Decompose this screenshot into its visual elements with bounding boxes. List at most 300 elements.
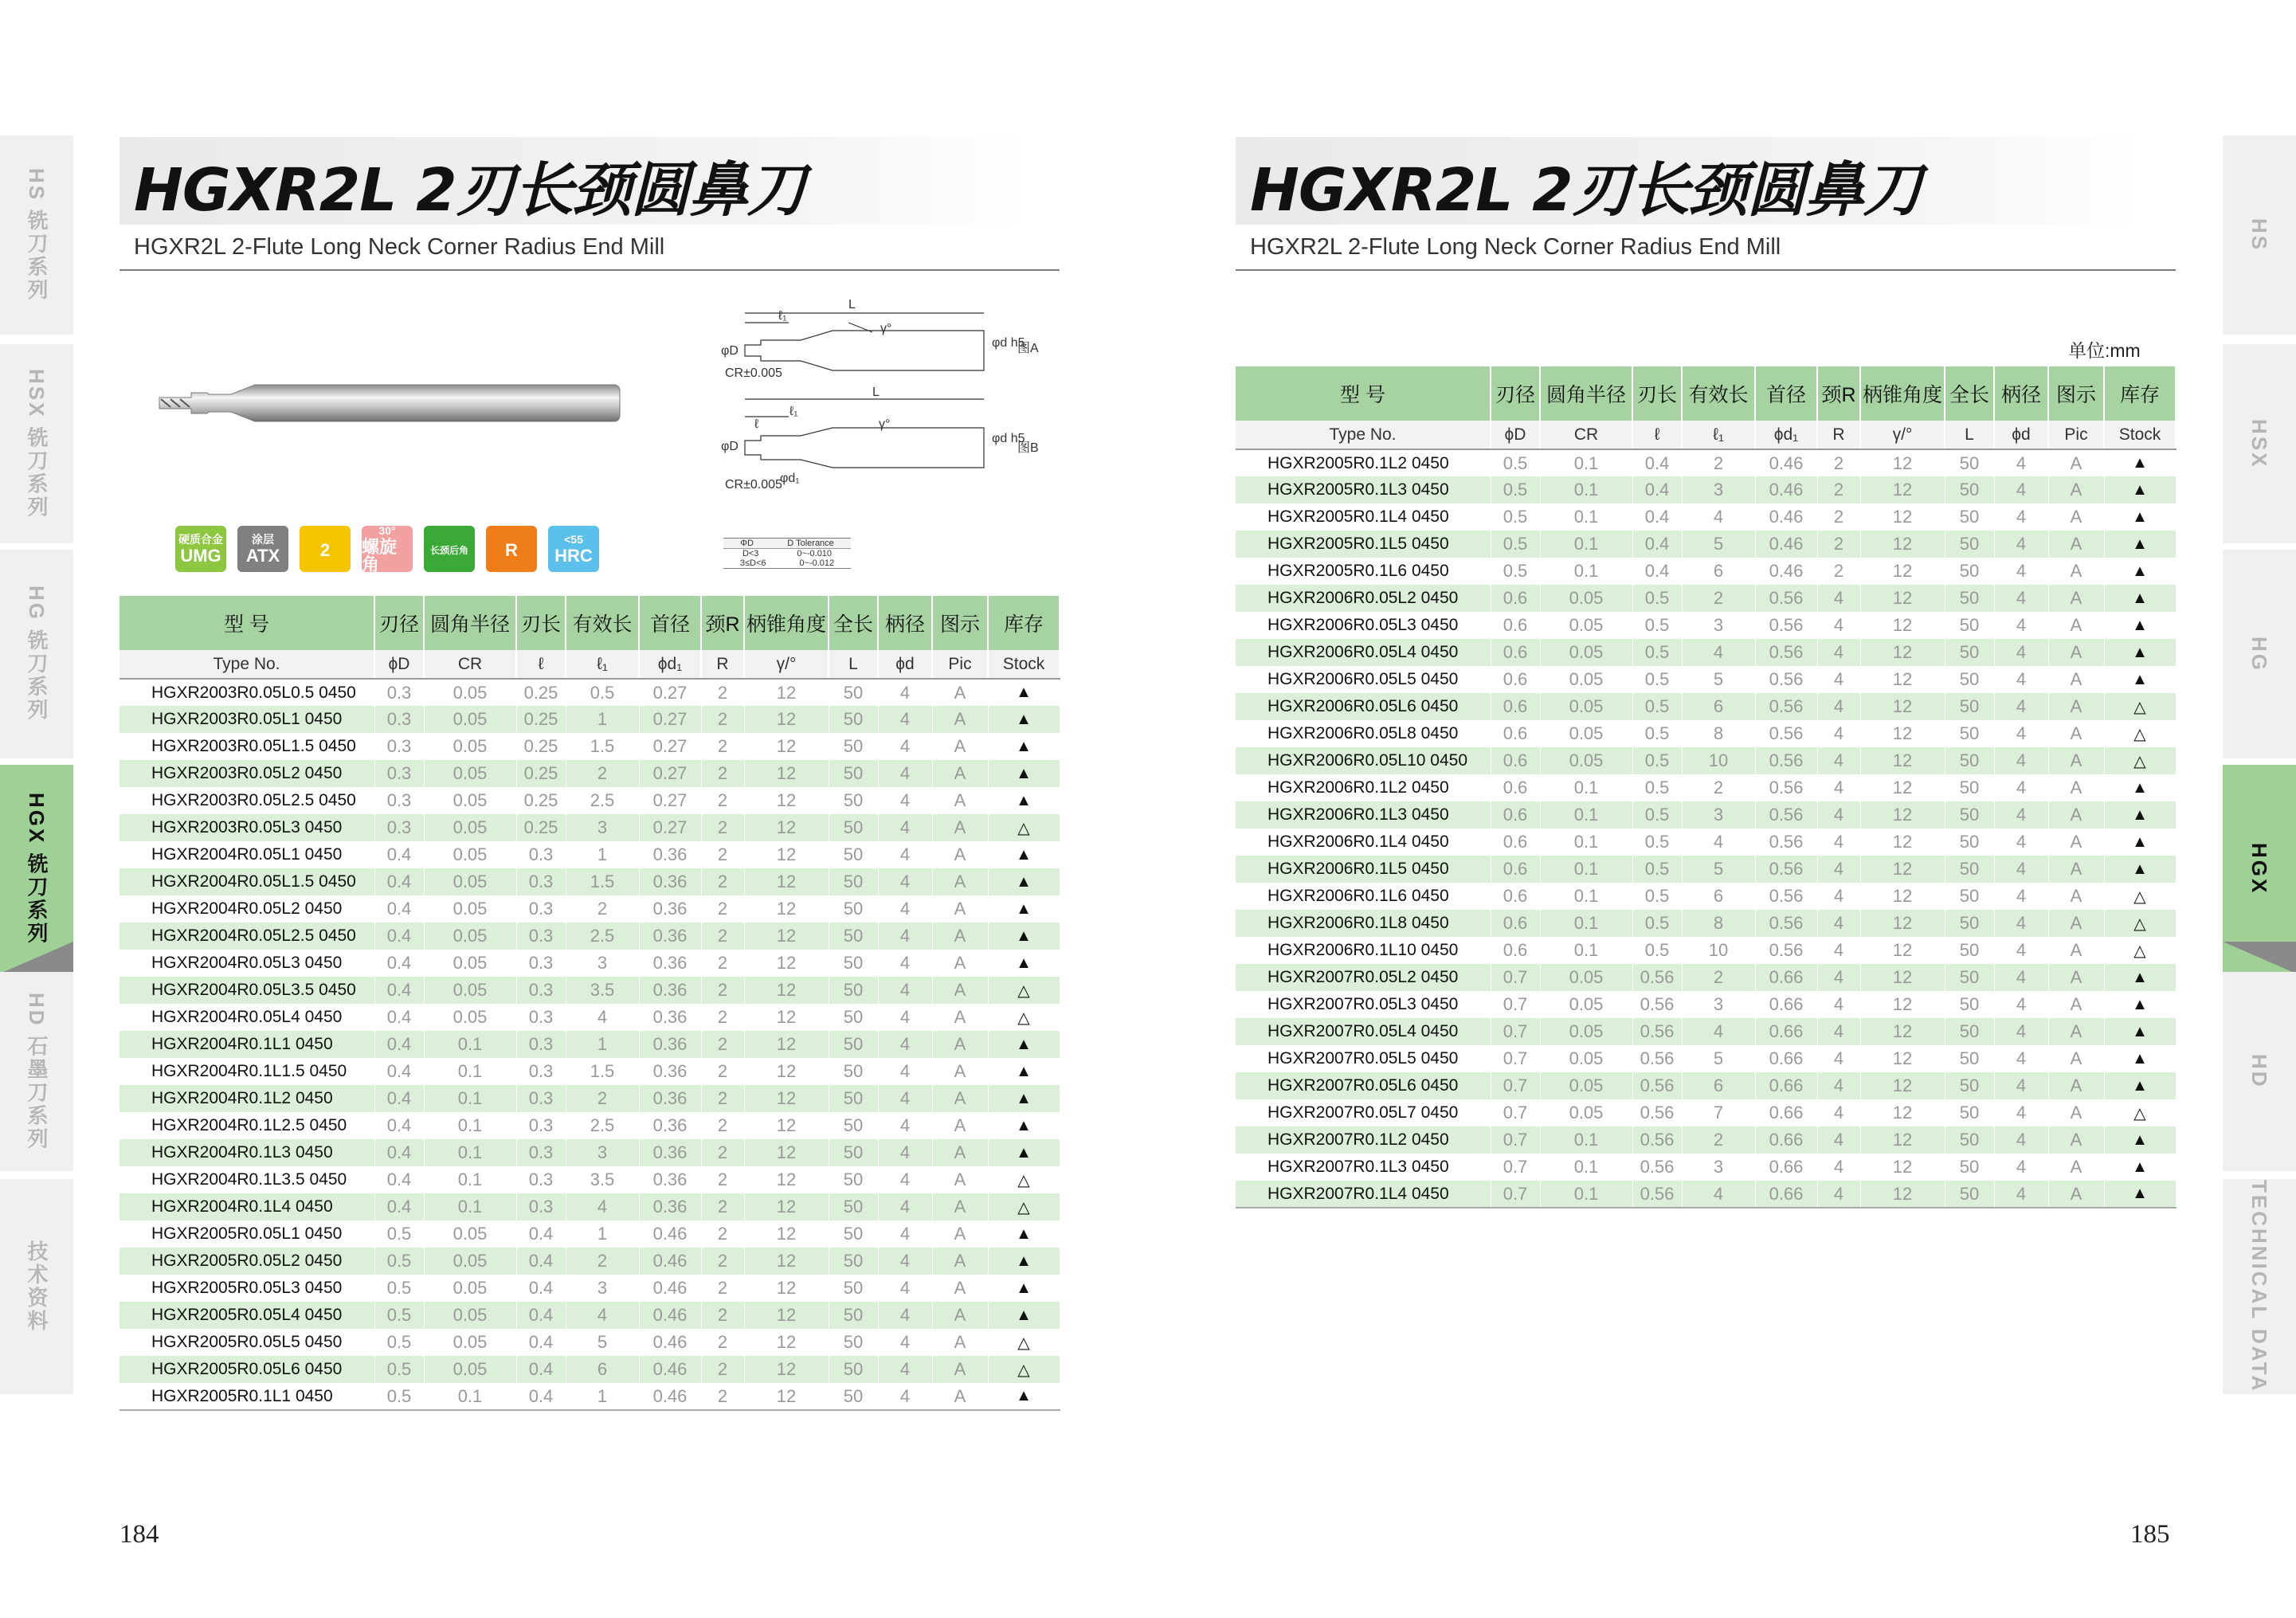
table-row (120, 1031, 1060, 1058)
table-row (1236, 1045, 2176, 1072)
table-cell: 4 (878, 1356, 932, 1383)
table-cell: 4 (878, 1329, 932, 1356)
table-row (1236, 747, 2176, 774)
table-cell: 0.4 (516, 1356, 566, 1383)
table-cell: 50 (829, 1139, 878, 1166)
table-row (120, 977, 1060, 1004)
type-no-cell: HGXR2003R0.05L2 0450 (120, 760, 374, 787)
table-cell: A (932, 1193, 988, 1220)
table-cell: 0.5 (1632, 693, 1682, 720)
table-cell: 50 (829, 1004, 878, 1031)
table-cell: 0.6 (1491, 801, 1540, 829)
table-cell: 0.1 (424, 1031, 516, 1058)
stock-cell: ▲ (2104, 1072, 2176, 1099)
table-row (1236, 449, 2176, 476)
column-subheader: ϕD (374, 650, 424, 679)
table-cell: 0.56 (1755, 693, 1817, 720)
table-cell: 12 (1860, 585, 1945, 612)
table-cell: 2 (701, 733, 744, 760)
column-subheader: ϕd₁ (1755, 421, 1817, 449)
dim-D-b: φD (721, 440, 739, 453)
stock-cell: △ (988, 814, 1060, 841)
table-row (120, 706, 1060, 733)
table-cell: 0.1 (1540, 558, 1632, 585)
unit-label: 单位:mm (2068, 340, 2141, 361)
type-no-cell: HGXR2004R0.1L1 0450 (120, 1031, 374, 1058)
table-cell: 4 (878, 1139, 932, 1166)
side-tab[interactable] (2223, 1179, 2296, 1394)
type-no-cell: HGXR2003R0.05L2.5 0450 (120, 787, 374, 814)
table-cell: 2.5 (566, 923, 639, 950)
column-header: 有效长 (566, 596, 639, 650)
table-cell: 0.05 (424, 1356, 516, 1383)
column-header: 圆角半径 (1540, 366, 1632, 421)
stock-cell: ▲ (988, 706, 1060, 733)
table-cell: 0.6 (1491, 720, 1540, 747)
type-no-cell: HGXR2006R0.1L10 0450 (1236, 937, 1491, 964)
side-tab[interactable] (0, 550, 73, 758)
title-divider (1236, 269, 2176, 271)
table-cell: A (932, 1356, 988, 1383)
table-cell: 50 (829, 733, 878, 760)
table-cell: 12 (1860, 693, 1945, 720)
table-cell: 2 (701, 1329, 744, 1356)
table-cell: 4 (1994, 720, 2048, 747)
table-cell: 0.25 (516, 760, 566, 787)
table-cell: 4 (1994, 856, 2048, 883)
table-cell: 12 (1860, 1072, 1945, 1099)
table-row (120, 1356, 1060, 1383)
table-cell: 4 (1994, 693, 2048, 720)
table-row (120, 868, 1060, 895)
table-cell: 12 (744, 1248, 829, 1275)
table-cell: 0.05 (424, 1329, 516, 1356)
side-tab-label: 技术资料 (25, 1240, 49, 1333)
column-header: 刃长 (1632, 366, 1682, 421)
table-cell: 0.4 (516, 1220, 566, 1248)
table-cell: 0.05 (424, 950, 516, 977)
tolerance-cell: D<3 (742, 549, 759, 558)
table-cell: 0.7 (1491, 1099, 1540, 1126)
type-no-cell: HGXR2004R0.05L2 0450 (120, 895, 374, 923)
side-tab-label: HG 铣刀系列 (25, 586, 49, 723)
table-cell: 0.36 (639, 923, 701, 950)
table-cell: 12 (744, 1166, 829, 1193)
column-subheader: Stock (2104, 421, 2176, 449)
table-cell: 0.4 (374, 1004, 424, 1031)
table-cell: 4 (1682, 829, 1755, 856)
table-cell: 0.5 (374, 1275, 424, 1302)
side-tab-label: HG (2247, 636, 2271, 672)
table-cell: 0.56 (1632, 1126, 1682, 1154)
dim-d-b: φd h5 (992, 432, 1025, 445)
stock-cell: ▲ (988, 895, 1060, 923)
table-row (120, 733, 1060, 760)
table-cell: 0.3 (516, 1058, 566, 1085)
type-no-cell: HGXR2004R0.1L3.5 0450 (120, 1166, 374, 1193)
table-cell: A (2048, 829, 2104, 856)
column-subheader: R (1817, 421, 1860, 449)
table-cell: 0.56 (1755, 856, 1817, 883)
type-no-cell: HGXR2003R0.05L1.5 0450 (120, 733, 374, 760)
table-cell: 50 (829, 1031, 878, 1058)
table-cell: 50 (1945, 1018, 1994, 1045)
table-cell: 4 (1994, 774, 2048, 801)
table-cell: 0.25 (516, 814, 566, 841)
column-header: 型 号 (120, 596, 374, 650)
table-cell: 0.7 (1491, 1018, 1540, 1045)
table-cell: 50 (1945, 693, 1994, 720)
table-cell: 0.1 (1540, 910, 1632, 937)
table-cell: 50 (1945, 747, 1994, 774)
table-cell: 2 (1817, 531, 1860, 558)
feature-badges (175, 523, 599, 574)
side-tab[interactable] (0, 344, 73, 543)
side-tab[interactable] (2223, 344, 2296, 543)
type-no-cell: HGXR2004R0.1L2 0450 (120, 1085, 374, 1112)
table-cell: 0.05 (424, 760, 516, 787)
badge-top-text: 硬质合金 (178, 532, 223, 546)
table-cell: 3 (566, 950, 639, 977)
table-cell: 50 (1945, 531, 1994, 558)
table-cell: 2 (1682, 774, 1755, 801)
table-cell: A (932, 1220, 988, 1248)
table-cell: 0.36 (639, 1004, 701, 1031)
table-cell: 3 (566, 814, 639, 841)
table-cell: 0.27 (639, 733, 701, 760)
table-cell: 0.56 (1755, 910, 1817, 937)
table-cell: 0.1 (1540, 801, 1632, 829)
table-cell: 50 (1945, 991, 1994, 1018)
table-cell: 2 (701, 787, 744, 814)
table-row (1236, 910, 2176, 937)
stock-cell: ▲ (2104, 531, 2176, 558)
table-cell: 0.7 (1491, 1154, 1540, 1181)
table-cell: 0.5 (1632, 856, 1682, 883)
table-cell: 1 (566, 706, 639, 733)
table-cell: 0.05 (1540, 991, 1632, 1018)
table-cell: 4 (878, 1383, 932, 1410)
side-tab[interactable] (0, 135, 73, 335)
table-cell: A (2048, 801, 2104, 829)
table-row (1236, 829, 2176, 856)
table-cell: 0.3 (374, 814, 424, 841)
table-cell: 0.56 (1632, 1072, 1682, 1099)
type-no-cell: HGXR2006R0.05L5 0450 (1236, 666, 1491, 693)
table-cell: 12 (744, 706, 829, 733)
table-row (120, 1004, 1060, 1031)
table-cell: 12 (744, 1031, 829, 1058)
table-cell: 2.5 (566, 787, 639, 814)
table-cell: 0.7 (1491, 1072, 1540, 1099)
table-row (120, 1112, 1060, 1139)
stock-cell: ▲ (988, 760, 1060, 787)
table-cell: 4 (566, 1302, 639, 1329)
table-row (1236, 693, 2176, 720)
table-cell: 0.25 (516, 787, 566, 814)
table-row (1236, 1126, 2176, 1154)
table-cell: 2 (701, 1139, 744, 1166)
table-cell: 4 (1817, 829, 1860, 856)
table-cell: 4 (878, 923, 932, 950)
table-cell: 0.4 (374, 977, 424, 1004)
table-cell: 4 (878, 868, 932, 895)
feature-badge (175, 526, 226, 572)
table-cell: 0.5 (1632, 585, 1682, 612)
table-cell: 6 (1682, 558, 1755, 585)
table-cell: 4 (1994, 1099, 2048, 1126)
stock-cell: ▲ (2104, 476, 2176, 503)
table-cell: 0.7 (1491, 1045, 1540, 1072)
feature-badge (486, 526, 537, 572)
stock-cell: △ (2104, 937, 2176, 964)
table-cell: 12 (744, 1383, 829, 1410)
table-cell: 50 (829, 1193, 878, 1220)
column-header: 柄径 (878, 596, 932, 650)
stock-cell: ▲ (2104, 964, 2176, 991)
type-no-cell: HGXR2006R0.1L8 0450 (1236, 910, 1491, 937)
table-cell: 50 (829, 1275, 878, 1302)
table-cell: 0.05 (424, 733, 516, 760)
table-cell: 50 (1945, 1072, 1994, 1099)
stock-cell: ▲ (988, 1085, 1060, 1112)
column-subheader: ℓ (1632, 421, 1682, 449)
table-cell: 2 (701, 1112, 744, 1139)
table-cell: 0.3 (516, 1085, 566, 1112)
table-cell: A (932, 1058, 988, 1085)
table-cell: A (932, 1166, 988, 1193)
table-cell: 50 (829, 1166, 878, 1193)
dim-d1-b: φd₁ (780, 472, 800, 485)
table-cell: 0.66 (1755, 1126, 1817, 1154)
table-cell: A (932, 787, 988, 814)
table-cell: 4 (1994, 639, 2048, 666)
table-cell: 0.56 (1755, 720, 1817, 747)
table-cell: A (2048, 693, 2104, 720)
table-cell: 50 (829, 950, 878, 977)
table-cell: 50 (829, 760, 878, 787)
table-row (1236, 585, 2176, 612)
table-cell: 0.3 (516, 950, 566, 977)
table-cell: 0.56 (1755, 774, 1817, 801)
table-cell: 0.1 (1540, 856, 1632, 883)
table-cell: A (932, 733, 988, 760)
table-row (1236, 1181, 2176, 1208)
table-row (120, 1220, 1060, 1248)
table-row (1236, 1072, 2176, 1099)
table-cell: 0.66 (1755, 1072, 1817, 1099)
table-cell: 0.7 (1491, 1126, 1540, 1154)
table-cell: 50 (1945, 1154, 1994, 1181)
type-no-cell: HGXR2004R0.05L4 0450 (120, 1004, 374, 1031)
stock-cell: ▲ (988, 733, 1060, 760)
table-cell: 12 (1860, 910, 1945, 937)
table-cell: A (932, 923, 988, 950)
table-cell: 0.5 (374, 1329, 424, 1356)
stock-cell: △ (988, 1329, 1060, 1356)
table-cell: 0.3 (516, 895, 566, 923)
table-cell: A (2048, 1126, 2104, 1154)
column-subheader: R (701, 650, 744, 679)
table-cell: 0.46 (1755, 503, 1817, 531)
stock-cell: △ (2104, 720, 2176, 747)
table-cell: 12 (1860, 856, 1945, 883)
table-cell: 0.46 (1755, 476, 1817, 503)
table-cell: 4 (1817, 747, 1860, 774)
side-tab[interactable] (0, 972, 73, 1171)
table-cell: A (2048, 449, 2104, 476)
table-cell: 4 (878, 706, 932, 733)
table-row (120, 841, 1060, 868)
type-no-cell: HGXR2006R0.1L3 0450 (1236, 801, 1491, 829)
table-cell: 0.5 (374, 1248, 424, 1275)
table-cell: 4 (878, 814, 932, 841)
table-cell: 0.4 (374, 1193, 424, 1220)
table-cell: A (932, 1004, 988, 1031)
table-cell: 0.46 (639, 1329, 701, 1356)
table-cell: 1 (566, 1383, 639, 1410)
table-row (1236, 801, 2176, 829)
table-cell: 0.56 (1632, 964, 1682, 991)
table-cell: A (2048, 666, 2104, 693)
table-cell: 0.05 (424, 1275, 516, 1302)
table-cell: 50 (1945, 585, 1994, 612)
table-cell: 6 (566, 1356, 639, 1383)
table-cell: 0.56 (1632, 1099, 1682, 1126)
table-cell: A (932, 1112, 988, 1139)
table-cell: 0.05 (424, 923, 516, 950)
column-subheader: ℓ₁ (566, 650, 639, 679)
table-cell: 0.1 (424, 1166, 516, 1193)
table-row (120, 1248, 1060, 1275)
table-cell: 0.36 (639, 1085, 701, 1112)
table-cell: 4 (1994, 1018, 2048, 1045)
table-cell: 2 (701, 760, 744, 787)
table-cell: 0.4 (374, 1031, 424, 1058)
stock-cell: ▲ (988, 1220, 1060, 1248)
table-cell: 12 (744, 1004, 829, 1031)
table-cell: 1.5 (566, 1058, 639, 1085)
table-cell: 12 (1860, 449, 1945, 476)
table-cell: 0.1 (1540, 883, 1632, 910)
column-header: 图示 (2048, 366, 2104, 421)
table-cell: 50 (1945, 503, 1994, 531)
table-cell: 4 (1682, 639, 1755, 666)
side-tab[interactable] (2223, 972, 2296, 1171)
type-no-cell: HGXR2004R0.05L3.5 0450 (120, 977, 374, 1004)
table-cell: 0.5 (1632, 666, 1682, 693)
column-subheader: ϕd (1994, 421, 2048, 449)
table-cell: 0.3 (516, 1004, 566, 1031)
table-cell: 12 (1860, 639, 1945, 666)
table-cell: 4 (878, 841, 932, 868)
table-cell: 0.1 (1540, 829, 1632, 856)
table-cell: 0.36 (639, 868, 701, 895)
table-row (1236, 720, 2176, 747)
stock-cell: ▲ (2104, 801, 2176, 829)
badge-bottom-text: 2 (319, 539, 331, 560)
column-header: 图示 (932, 596, 988, 650)
table-cell: 0.5 (374, 1383, 424, 1410)
table-cell: 12 (744, 1139, 829, 1166)
table-cell: 0.1 (424, 1383, 516, 1410)
table-cell: 4 (1994, 503, 2048, 531)
table-cell: 0.4 (516, 1302, 566, 1329)
table-cell: 1 (566, 1031, 639, 1058)
side-tab[interactable] (2223, 550, 2296, 758)
table-cell: 50 (1945, 883, 1994, 910)
column-header: 全长 (829, 596, 878, 650)
stock-cell: ▲ (2104, 1018, 2176, 1045)
table-cell: 0.4 (374, 923, 424, 950)
table-cell: 4 (1994, 666, 2048, 693)
dim-gamma-a: γ° (880, 322, 892, 335)
table-cell: 50 (829, 1383, 878, 1410)
table-cell: 5 (1682, 666, 1755, 693)
stock-cell: ▲ (988, 1031, 1060, 1058)
table-cell: 0.56 (1755, 612, 1817, 639)
table-cell: 0.1 (424, 1112, 516, 1139)
table-cell: 50 (829, 706, 878, 733)
table-row (120, 895, 1060, 923)
table-cell: 0.66 (1755, 991, 1817, 1018)
table-cell: 4 (878, 1058, 932, 1085)
type-no-cell: HGXR2006R0.05L4 0450 (1236, 639, 1491, 666)
table-cell: A (2048, 856, 2104, 883)
cr-tolerance-a: CR±0.005 (725, 366, 782, 380)
title-divider (120, 269, 1060, 271)
side-tab[interactable] (0, 1179, 73, 1394)
stock-cell: ▲ (2104, 449, 2176, 476)
table-cell: 0.05 (424, 1302, 516, 1329)
table-cell: 0.56 (1755, 585, 1817, 612)
table-cell: 0.4 (374, 868, 424, 895)
side-tab[interactable] (2223, 135, 2296, 335)
table-cell: 50 (829, 1248, 878, 1275)
type-no-cell: HGXR2007R0.1L2 0450 (1236, 1126, 1491, 1154)
cr-tolerance-b: CR±0.005 (725, 478, 782, 492)
table-row (120, 814, 1060, 841)
table-cell: 12 (744, 1356, 829, 1383)
table-cell: 2 (701, 1004, 744, 1031)
table-cell: 0.66 (1755, 1018, 1817, 1045)
stock-cell: △ (988, 1356, 1060, 1383)
table-cell: 0.66 (1755, 1181, 1817, 1208)
table-cell: 0.4 (374, 895, 424, 923)
table-cell: A (932, 706, 988, 733)
table-row (120, 1139, 1060, 1166)
feature-badge (548, 526, 599, 572)
table-cell: 0.5 (1632, 937, 1682, 964)
stock-cell: ▲ (988, 1139, 1060, 1166)
table-cell: 0.56 (1632, 1018, 1682, 1045)
type-no-cell: HGXR2007R0.05L7 0450 (1236, 1099, 1491, 1126)
column-subheader: Type No. (1236, 421, 1491, 449)
table-cell: 4 (878, 1302, 932, 1329)
type-no-cell: HGXR2006R0.1L6 0450 (1236, 883, 1491, 910)
type-no-cell: HGXR2007R0.05L2 0450 (1236, 964, 1491, 991)
table-cell: 0.6 (1491, 639, 1540, 666)
table-cell: 0.4 (374, 1112, 424, 1139)
table-cell: 4 (878, 760, 932, 787)
table-row (120, 1085, 1060, 1112)
side-tab-label: HSX (2247, 418, 2271, 469)
table-cell: 0.6 (1491, 910, 1540, 937)
table-cell: 10 (1682, 747, 1755, 774)
table-cell: 0.4 (1632, 449, 1682, 476)
table-cell: A (932, 679, 988, 706)
table-cell: 12 (1860, 1154, 1945, 1181)
